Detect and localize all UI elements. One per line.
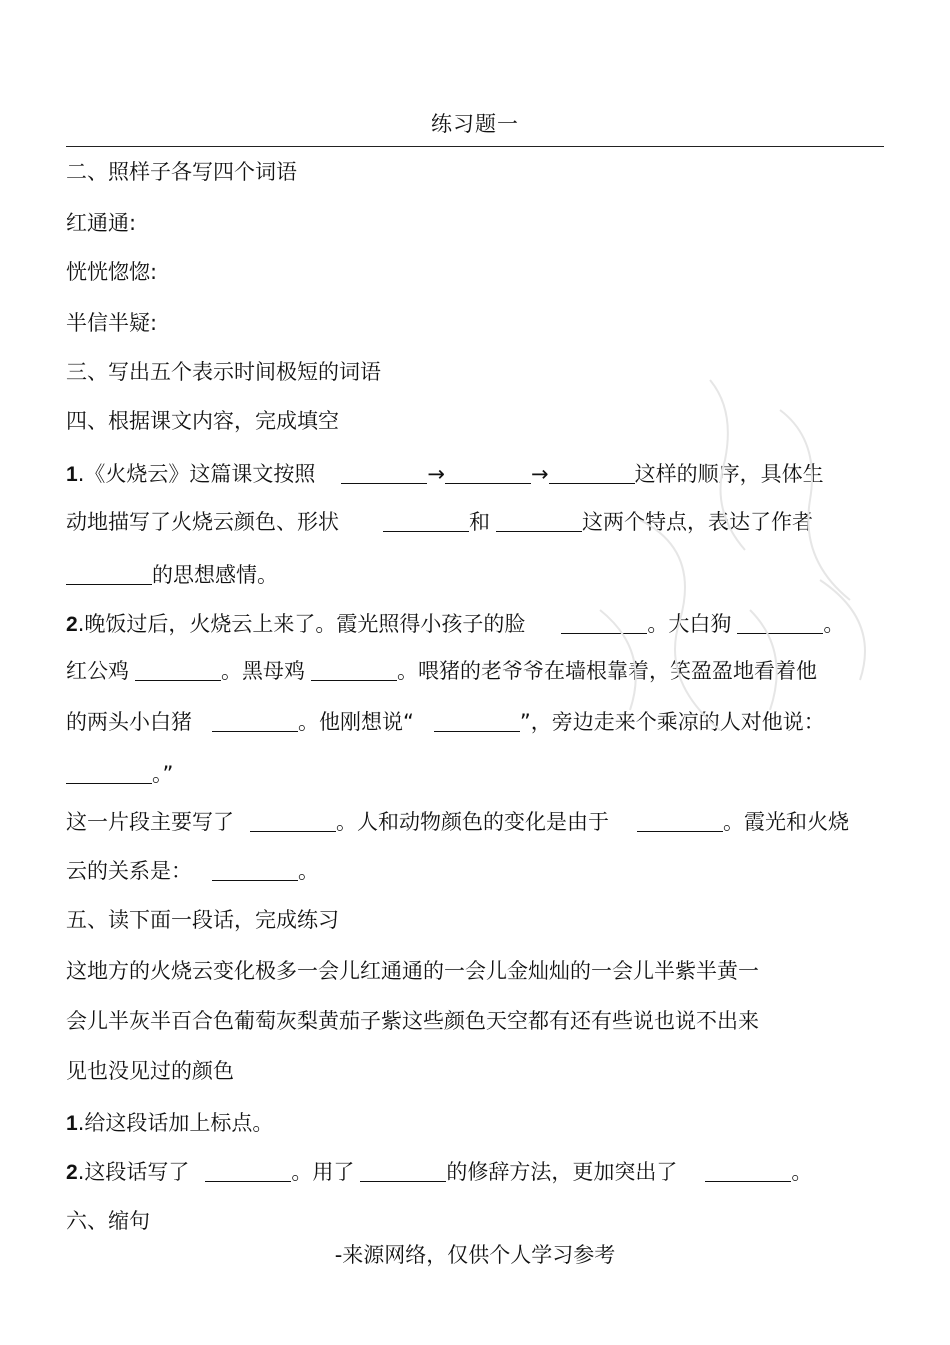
question-text: 。大白狗 bbox=[647, 612, 732, 636]
question-text: ”，旁边走来个乘凉的人对他说： bbox=[519, 710, 825, 734]
question-text: 。黑母鸡 bbox=[221, 659, 305, 683]
answer-blank[interactable] bbox=[496, 511, 582, 532]
question-text: 。他刚想说“ bbox=[298, 710, 414, 734]
footer-note: -来源网络，仅供个人学习参考 bbox=[334, 1243, 616, 1267]
arrow-glyph: → bbox=[427, 462, 445, 486]
answer-blank[interactable] bbox=[311, 660, 397, 681]
question-number: 2 bbox=[66, 1161, 78, 1184]
arrow-glyph: → bbox=[530, 462, 549, 486]
answer-blank[interactable] bbox=[66, 763, 152, 784]
s4-q2-line-6 bbox=[66, 857, 319, 885]
question-text: 云的关系是： bbox=[66, 859, 192, 883]
passage-line-2: 会儿半灰半百合色葡萄灰梨黄茄子紫这些颜色天空都有还有些说也说不出来 bbox=[66, 1009, 759, 1033]
section-4-heading: 四、根据课文内容，完成填空 bbox=[66, 409, 339, 433]
answer-blank[interactable] bbox=[250, 811, 336, 832]
watermark-graphic bbox=[560, 350, 940, 770]
section-3-heading: 三、写出五个表示时间极短的词语 bbox=[66, 360, 381, 384]
passage-line-1: 这地方的火烧云变化极多一会儿红通通的一会儿金灿灿的一会儿半紫半黄一 bbox=[66, 959, 759, 983]
answer-blank[interactable] bbox=[360, 1161, 446, 1182]
answer-blank[interactable] bbox=[212, 711, 298, 732]
question-text: 的思想感情。 bbox=[152, 563, 278, 587]
question-text: 。 bbox=[298, 859, 319, 883]
header-divider bbox=[66, 146, 884, 147]
s4-q2-line-3 bbox=[66, 708, 825, 736]
answer-blank[interactable] bbox=[212, 860, 298, 881]
answer-blank[interactable] bbox=[383, 511, 469, 532]
answer-blank[interactable] bbox=[737, 613, 823, 634]
section-2-heading: 二、照样子各写四个词语 bbox=[66, 160, 297, 184]
s4-q1-line-1 bbox=[66, 460, 824, 489]
answer-blank[interactable] bbox=[434, 711, 520, 732]
s4-q2-line-2 bbox=[66, 657, 817, 685]
s5-q1 bbox=[66, 1109, 273, 1138]
question-text: 这一片段主要写了 bbox=[66, 810, 234, 834]
s4-q2-line-4 bbox=[66, 760, 173, 788]
question-text: .给这段话加上标点。 bbox=[77, 1111, 274, 1135]
question-number: 1 bbox=[66, 1112, 78, 1135]
question-text: 。” bbox=[152, 762, 174, 786]
question-text: 。用了 bbox=[291, 1160, 355, 1184]
question-text: 的修辞方法，更加突出了 bbox=[446, 1160, 678, 1184]
question-text: 的两头小白猪 bbox=[66, 710, 192, 734]
answer-blank[interactable] bbox=[135, 660, 221, 681]
question-text: .《火烧云》这篇课文按照 bbox=[77, 462, 316, 486]
question-text: 。 bbox=[791, 1160, 813, 1184]
answer-blank[interactable] bbox=[549, 463, 635, 484]
question-text: 红公鸡 bbox=[66, 659, 129, 683]
question-text: 动地描写了火烧云颜色、形状 bbox=[66, 510, 339, 534]
passage-line-3: 见也没见过的颜色 bbox=[66, 1059, 234, 1083]
question-number: 2 bbox=[66, 613, 78, 636]
question-text: 。霞光和火烧 bbox=[723, 810, 849, 834]
s4-q1-line-2 bbox=[66, 508, 813, 536]
question-text: .这段话写了 bbox=[77, 1160, 190, 1184]
answer-blank[interactable] bbox=[561, 613, 647, 634]
question-text: 。 bbox=[823, 612, 845, 636]
section-5-heading: 五、读下面一段话，完成练习 bbox=[66, 908, 339, 932]
word-item-3: 半信半疑: bbox=[66, 311, 158, 335]
answer-blank[interactable] bbox=[205, 1161, 291, 1182]
answer-blank[interactable] bbox=[705, 1161, 791, 1182]
question-text: 这样的顺序，具体生 bbox=[634, 462, 824, 486]
answer-blank[interactable] bbox=[66, 564, 152, 585]
question-number: 1 bbox=[66, 463, 78, 486]
question-text: 和 bbox=[469, 510, 490, 534]
question-text: .晚饭过后，火烧云上来了。霞光照得小孩子的脸 bbox=[77, 612, 526, 636]
question-text: 这两个特点，表达了作者 bbox=[582, 510, 813, 534]
section-6-heading: 六、缩句 bbox=[66, 1209, 150, 1233]
question-text: 。喂猪的老爷爷在墙根靠着，笑盈盈地看着他 bbox=[397, 659, 817, 683]
s4-q2-line-1 bbox=[66, 610, 844, 639]
word-item-1: 红通通: bbox=[66, 211, 137, 235]
page-title: 练习题一 bbox=[431, 112, 519, 136]
s4-q2-line-5 bbox=[66, 808, 849, 836]
answer-blank[interactable] bbox=[445, 463, 531, 484]
question-text: 。人和动物颜色的变化是由于 bbox=[336, 810, 609, 834]
word-item-2: 恍恍惚惚: bbox=[66, 260, 158, 284]
answer-blank[interactable] bbox=[637, 811, 723, 832]
s4-q1-line-3 bbox=[66, 561, 278, 589]
s5-q2 bbox=[66, 1158, 812, 1187]
answer-blank[interactable] bbox=[341, 463, 427, 484]
